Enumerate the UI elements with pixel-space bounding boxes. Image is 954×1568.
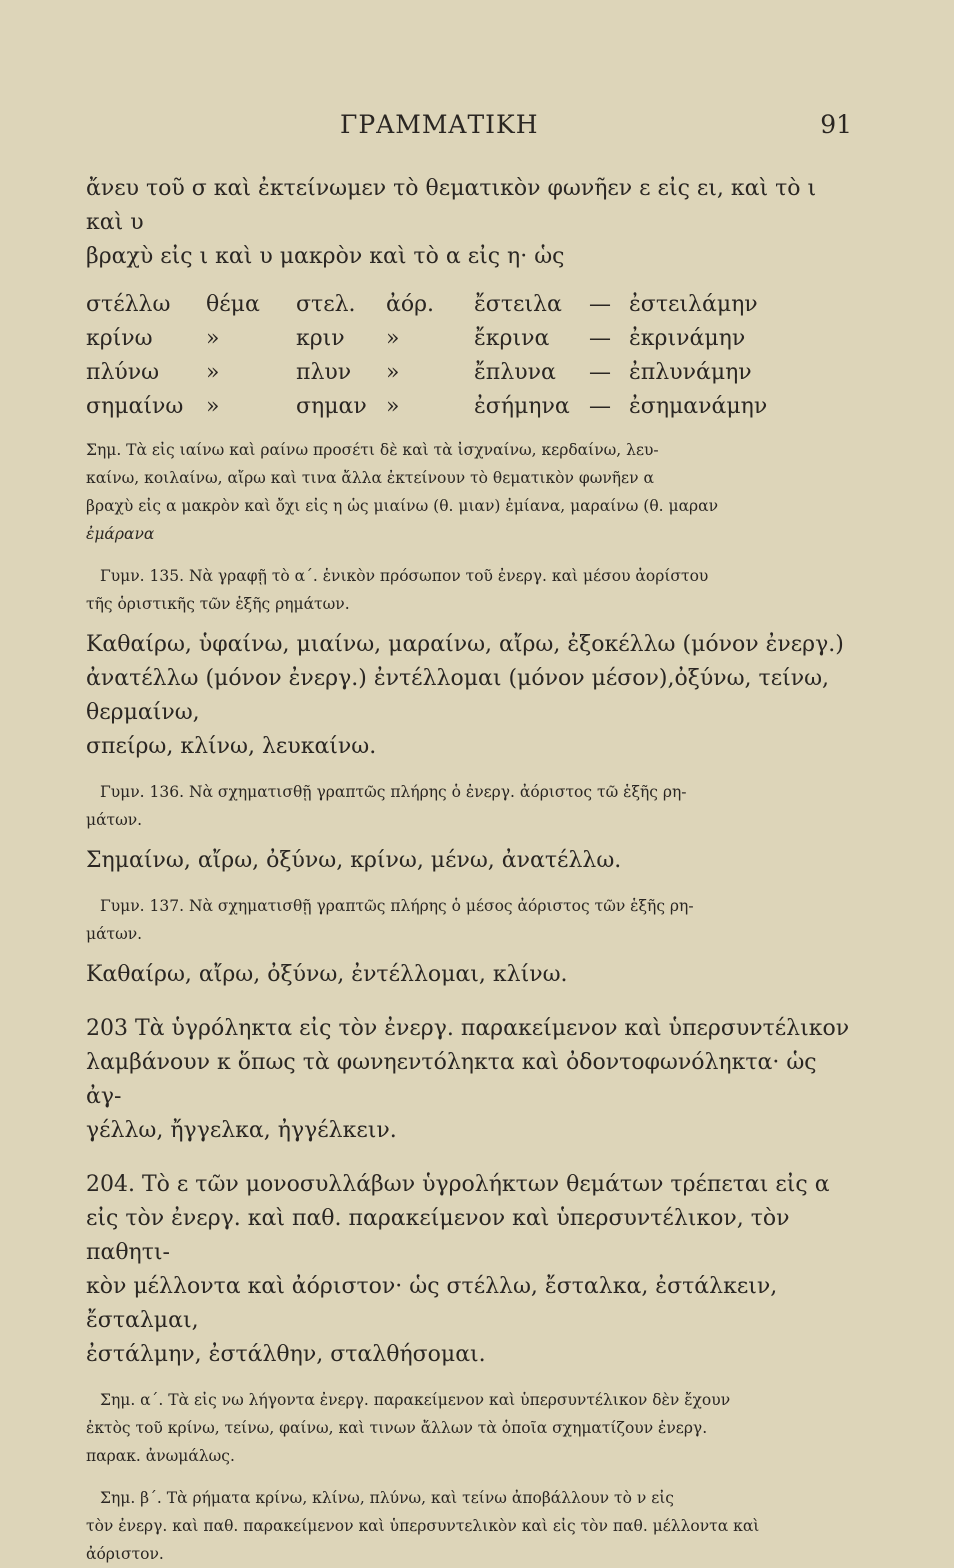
note-line: Σημ. Τὰ εἰς ιαίνω καὶ ραίνω προσέτι δὲ καὶ τὰ ἰσχναίνω, κερδαίνω, λευ- [86, 441, 659, 459]
note-line: τὸν ἐνεργ. καὶ παθ. παρακείμενον καὶ ὑπερσυντελικὸν καὶ εἰς τὸν παθ. μέλλοντα καὶ [86, 1517, 760, 1535]
verb-cell: πλύνω [86, 360, 160, 385]
note-line: ἐμάρανα [86, 525, 155, 543]
text-line: ἐστάλμην, ἐστάλθην, σταλθήσομαι. [86, 1342, 486, 1367]
text-line: λαμβάνουν κ ὅπως τὰ φωνηεντόληκτα καὶ ὀδοντοφωνόληκτα· ὡς ἀγ- [86, 1050, 817, 1109]
note-line: Σημ. α΄. Τὰ εἰς νω λήγοντα ἐνεργ. παρακείμενον καὶ ὑπερσυντέλικον δὲν ἔχουν [100, 1391, 731, 1409]
label-cell: » [206, 360, 220, 385]
dash-cell: — [589, 360, 611, 385]
note-a [86, 1386, 858, 1470]
active-form-cell: ἔπλυνα [474, 360, 556, 385]
text-line: ἄνευ τοῦ σ καὶ ἐκτείνωμεν τὸ θεματικὸν φωνῆεν ε εἰς ει, καὶ τὸ ι καὶ υ [86, 176, 817, 235]
text-line: 204. Τὸ ε τῶν μονοσυλλάβων ὑγρολήκτων θεμάτων τρέπεται εἰς α [86, 1172, 830, 1197]
note-b [86, 1484, 858, 1568]
note-line: βραχὺ εἰς α μακρὸν καὶ ὄχι εἰς η ὡς μιαίνω (θ. μιαν) ἐμίανα, μαραίνω (θ. μαραν [86, 497, 719, 515]
stem-cell: κριν [296, 326, 345, 351]
tense-cell: » [386, 326, 400, 351]
page-header [0, 110, 954, 150]
active-form-cell: ἐσήμηνα [474, 394, 570, 419]
active-form-cell: ἔστειλα [474, 292, 562, 317]
word-list-line: Καθαίρω, ὑφαίνω, μιαίνω, μαραίνω, αἴρω, ἐξοκέλλω (μόνον ἐνεργ.) [86, 632, 844, 657]
verb-cell: κρίνω [86, 326, 153, 351]
running-head: ΓΡΑΜΜΑΤΙΚΗ [340, 110, 539, 139]
note-1 [86, 436, 858, 548]
middle-form-cell: ἐκρινάμην [629, 326, 746, 351]
exercise-line: τῆς ὁριστικῆς τῶν ἑξῆς ρημάτων. [86, 595, 350, 613]
word-list-line: σπείρω, κλίνω, λευκαίνω. [86, 734, 377, 759]
stem-cell: στελ. [296, 292, 356, 317]
intro-paragraph [86, 172, 858, 274]
page-body [86, 172, 858, 1568]
label-cell: » [206, 394, 220, 419]
note-line: καίνω, κοιλαίνω, αἴρω καὶ τινα ἄλλα ἐκτείνουν τὸ θεματικὸν φωνῆεν α [86, 469, 654, 487]
middle-form-cell: ἐστειλάμην [629, 292, 758, 317]
conjugation-table [86, 288, 858, 424]
active-form-cell: ἔκρινα [474, 326, 550, 351]
text-line: γέλλω, ἤγγελκα, ἠγγέλκειν. [86, 1118, 397, 1143]
text-line: κὸν μέλλοντα καὶ ἀόριστον· ὡς στέλλω, ἔσταλκα, ἐστάλκειν, ἔσταλμαι, [86, 1274, 778, 1333]
text-line: εἰς τὸν ἐνεργ. καὶ παθ. παρακείμενον καὶ ὑπερσυντέλικον, τὸν παθητι- [86, 1206, 790, 1265]
table-row [86, 322, 858, 356]
exercise-line: Γυμν. 136. Νὰ σχηματισθῇ γραπτῶς πλήρης ὁ ἐνεργ. ἀόριστος τῶ ἑξῆς ρη- [100, 783, 687, 801]
exercise-135 [86, 562, 858, 764]
note-line: παρακ. ἀνωμάλως. [86, 1447, 235, 1465]
table-row [86, 356, 858, 390]
dash-cell: — [589, 394, 611, 419]
dash-cell: — [589, 292, 611, 317]
verb-cell: στέλλω [86, 292, 171, 317]
exercise-136 [86, 778, 858, 878]
note-line: ἀόριστον. [86, 1545, 164, 1563]
section-203 [86, 1012, 858, 1148]
section-204 [86, 1168, 858, 1372]
note-line: Σημ. β΄. Τὰ ρήματα κρίνω, κλίνω, πλύνω, καὶ τείνω ἀποβάλλουν τὸ ν εἰς [100, 1489, 674, 1507]
word-list-line: Καθαίρω, αἴρω, ὀξύνω, ἐντέλλομαι, κλίνω. [86, 962, 568, 987]
table-row [86, 390, 858, 424]
dash-cell: — [589, 326, 611, 351]
label-cell: θέμα [206, 292, 260, 317]
word-list-line: ἀνατέλλω (μόνον ἐνεργ.) ἐντέλλομαι (μόνον μέσον),ὀξύνω, τείνω, θερμαίνω, [86, 666, 830, 725]
note-line: ἐκτὸς τοῦ κρίνω, τείνω, φαίνω, καὶ τινων ἄλλων τὰ ὁποῖα σχηματίζουν ἐνεργ. [86, 1419, 708, 1437]
text-line: 203 Τὰ ὑγρόληκτα εἰς τὸν ἐνεργ. παρακείμενον καὶ ὑπερσυντέλικον [86, 1016, 850, 1041]
page-number: 91 [820, 110, 852, 139]
text-line: βραχὺ εἰς ι καὶ υ μακρὸν καὶ τὸ α εἰς η· ὡς [86, 244, 565, 269]
table-row [86, 288, 858, 322]
stem-cell: πλυν [296, 360, 352, 385]
tense-cell: » [386, 394, 400, 419]
stem-cell: σημαν [296, 394, 367, 419]
word-list-line: Σημαίνω, αἴρω, ὀξύνω, κρίνω, μένω, ἀνατέλλω. [86, 848, 622, 873]
middle-form-cell: ἐπλυνάμην [629, 360, 752, 385]
exercise-137 [86, 892, 858, 992]
exercise-line: μάτων. [86, 811, 143, 829]
exercise-line: Γυμν. 135. Νὰ γραφῇ τὸ α΄. ἑνικὸν πρόσωπον τοῦ ἐνεργ. καὶ μέσου ἀορίστου [100, 567, 709, 585]
middle-form-cell: ἐσημανάμην [629, 394, 768, 419]
verb-cell: σημαίνω [86, 394, 184, 419]
label-cell: » [206, 326, 220, 351]
tense-cell: ἀόρ. [386, 292, 435, 317]
exercise-line: μάτων. [86, 925, 143, 943]
exercise-line: Γυμν. 137. Νὰ σχηματισθῇ γραπτῶς πλήρης ὁ μέσος ἀόριστος τῶν ἑξῆς ρη- [100, 897, 694, 915]
tense-cell: » [386, 360, 400, 385]
